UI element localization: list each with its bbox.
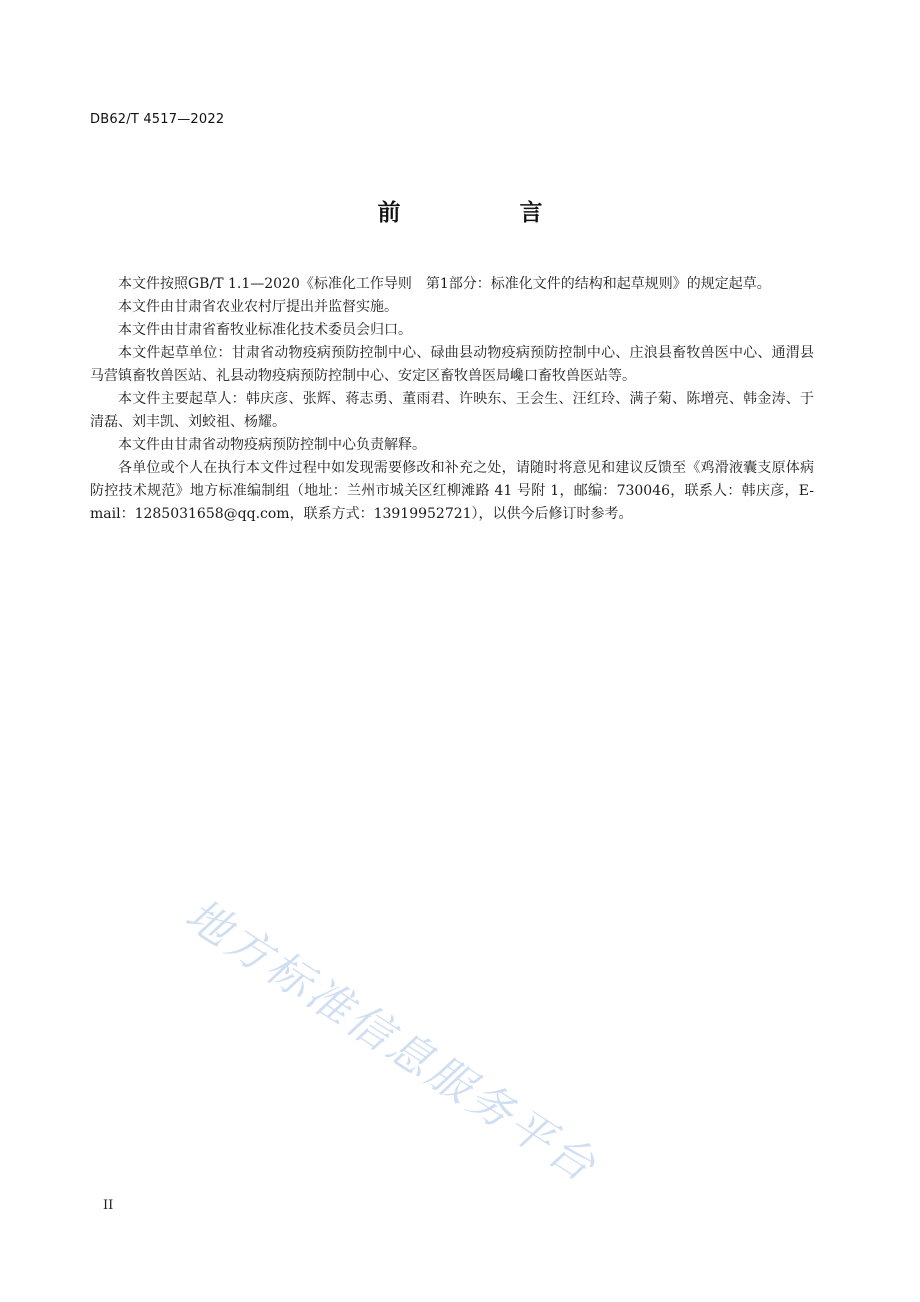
page-number: II [103,1198,114,1213]
paragraph-committee: 本文件由甘肃省畜牧业标准化技术委员会归口。 [118,322,412,338]
foreword-body [90,273,814,526]
watermark: 地方标准信息服务平台 [176,889,607,1194]
paragraph-drafting-units: 本文件起草单位：甘肃省动物疫病预防控制中心、碌曲县动物疫病预防控制中心、庄浪县畜牧兽医中心、通渭县马营镇畜牧兽医站、礼县动物疫病预防控制中心、安定区畜牧兽医局巉口畜牧兽医站等。 [90,345,814,384]
paragraph-feedback: 各单位或个人在执行本文件过程中如发现需要修改和补充之处，请随时将意见和建议反馈至《鸡滑液囊支原体病防控技术规范》地方标准编制组（地址：兰州市城关区红柳滩路 41 号附 1，邮编：730046，联系人：韩庆彦，E-mail：1285031658@qq.com，联系方式：13919952721），以供今后修订时参考。 [90,460,814,522]
document-code: DB62/T 4517—2022 [90,112,225,127]
section-title: 前 言 [377,200,591,226]
paragraph-interpretation: 本文件由甘肃省动物疫病预防控制中心负责解释。 [118,437,426,453]
paragraph-drafting-rule: 本文件按照GB/T 1.1—2020《标准化工作导则 第1部分：标准化文件的结构和起草规则》的规定起草。 [118,276,771,292]
paragraph-proposer: 本文件由甘肃省农业农村厅提出并监督实施。 [118,299,398,315]
paragraph-drafters: 本文件主要起草人：韩庆彦、张辉、蒋志勇、董雨君、许映东、王会生、汪红玲、满子菊、陈增亮、韩金涛、于清磊、刘丰凯、刘蛟祖、杨耀。 [90,391,814,430]
